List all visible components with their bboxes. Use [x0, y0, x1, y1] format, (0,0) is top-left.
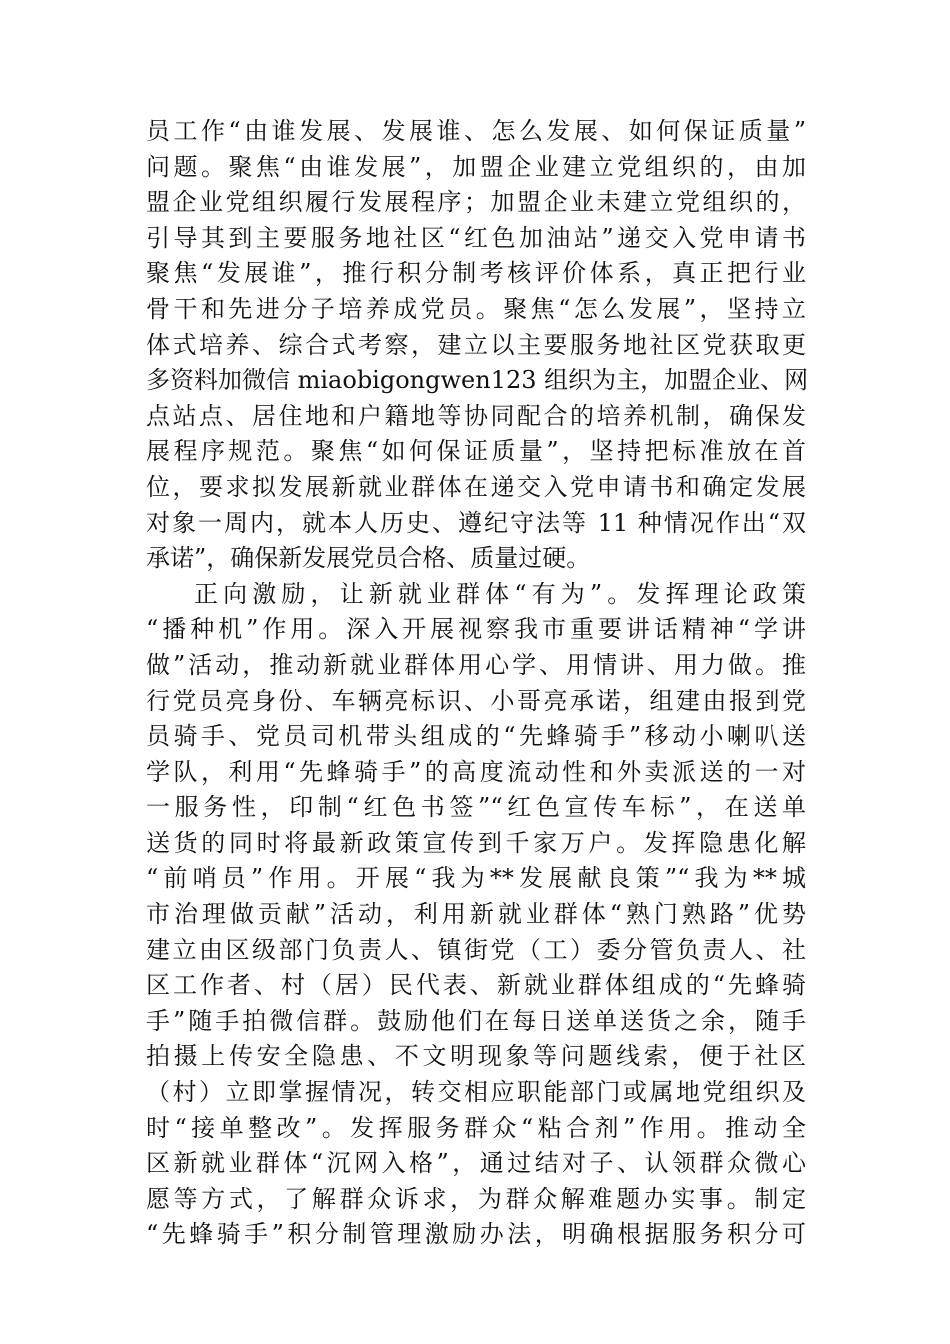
text-line: “先蜂骑手”积分制管理激励办法，明确根据服务积分可: [146, 1220, 806, 1249]
text-line: 时“接单整改”。发挥服务群众“粘合剂”作用。推动全: [146, 1113, 806, 1142]
text-line: 正向激励，让新就业群体“有为”。发挥理论政策: [194, 579, 806, 608]
text-line: 区新就业群体“沉网入格”，通过结对子、认领群众微心: [146, 1149, 806, 1178]
text-line: 体式培养、综合式考察，建立以主要服务地社区党获取更: [146, 330, 806, 359]
text-line: 行党员亮身份、车辆亮标识、小哥亮承诺，组建由报到党: [146, 686, 806, 715]
text-line: 引导其到主要服务地社区“红色加油站”递交入党申请书: [146, 223, 806, 252]
text-line: “播种机”作用。深入开展视察我市重要讲话精神“学讲: [146, 615, 806, 644]
text-line: 员工作“由谁发展、发展谁、怎么发展、如何保证质量”: [146, 117, 806, 145]
text-line: 市治理做贡献”活动，利用新就业群体“熟门熟路”优势: [146, 900, 806, 929]
paragraph-1: [146, 114, 809, 577]
document-body: [146, 114, 809, 1253]
text-line: 盟企业党组织履行发展程序；加盟企业未建立党组织的，: [146, 188, 806, 217]
text-line: 送货的同时将最新政策宣传到千家万户。发挥隐患化解: [146, 828, 806, 857]
text-line: 问题。聚焦“由谁发展”，加盟企业建立党组织的，由加: [146, 152, 806, 181]
text-line: 聚焦“发展谁”，推行积分制考核评价体系，真正把行业: [146, 259, 806, 288]
text-line: 愿等方式，了解群众诉求，为群众解难题办实事。制定: [146, 1184, 806, 1213]
text-line: 多资料加微信 miaobigongwen123 组织为主，加盟企业、网: [146, 366, 809, 395]
text-line: 骨干和先进分子培养成党员。聚焦“怎么发展”，坚持立: [146, 294, 806, 323]
text-line: “前哨员”作用。开展“我为**发展献良策”“我为**城: [146, 864, 806, 893]
text-line: 做”活动，推动新就业群体用心学、用情讲、用力做。推: [146, 650, 806, 679]
text-line: 手”随手拍微信群。鼓励他们在每日送单送货之余，随手: [146, 1006, 806, 1035]
text-line: 承诺”，确保新发展党员合格、质量过硬。: [146, 544, 591, 573]
text-line: 建立由区级部门负责人、镇街党（工）委分管负责人、社: [146, 935, 806, 964]
text-line: 学队，利用“先蜂骑手”的高度流动性和外卖派送的一对: [146, 757, 806, 786]
text-line: 员骑手、党员司机带头组成的“先蜂骑手”移动小喇叭送: [146, 722, 806, 751]
text-line: 一服务性，印制“红色书签”“红色宣传车标”，在送单: [146, 793, 806, 822]
text-line: 展程序规范。聚焦“如何保证质量”，坚持把标准放在首: [146, 437, 806, 466]
text-line: 点站点、居住地和户籍地等协同配合的培养机制，确保发: [146, 401, 806, 430]
text-line: 对象一周内，就本人历史、遵纪守法等 11 种情况作出“双: [146, 508, 806, 537]
text-line: 拍摄上传安全隐患、不文明现象等问题线索，便于社区: [146, 1042, 806, 1071]
paragraph-2: [146, 577, 806, 1253]
text-line: 位，要求拟发展新就业群体在递交入党申请书和确定发展: [146, 472, 806, 501]
text-line: 区工作者、村（居）民代表、新就业群体组成的“先蜂骑: [146, 971, 806, 1000]
text-line: （村）立即掌握情况，转交相应职能部门或属地党组织及: [146, 1078, 806, 1107]
